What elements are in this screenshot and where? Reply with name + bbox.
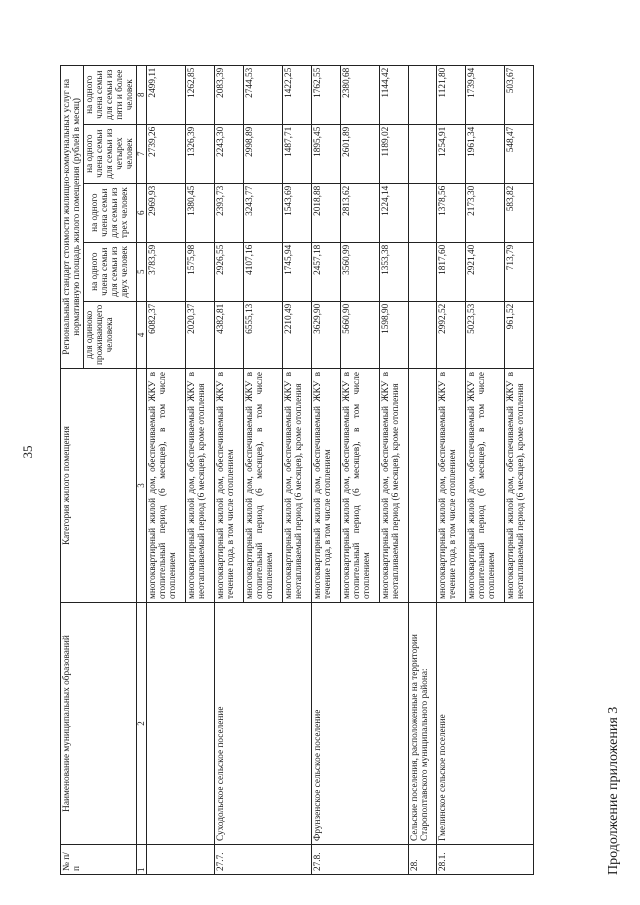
value-single: 6555,13 — [244, 301, 283, 368]
value-family-5: 1121,80 — [437, 65, 466, 124]
value-family-4 — [409, 124, 437, 183]
table-row — [409, 65, 437, 874]
value-family-2: 3560,99 — [341, 242, 380, 301]
value-family-3: 2393,73 — [215, 183, 244, 242]
value-family-5: 1422,25 — [283, 65, 312, 124]
row-name — [505, 603, 534, 845]
value-family-5: 2499,11 — [147, 65, 186, 124]
row-category: многоквартирный жилой дом, обеспечиваемый ЖКУ в течение года, в том числе отоплением — [312, 369, 341, 603]
value-family-4: 2601,89 — [341, 124, 380, 183]
value-family-4: 548,47 — [505, 124, 534, 183]
row-category: многоквартирный жилой дом, обеспечиваемый ЖКУ в отопительный период (6 месяцев), в том числе отоплением — [341, 369, 380, 603]
row-num — [341, 845, 380, 875]
row-category: многоквартирный жилой дом, обеспечиваемый ЖКУ в неотапливаемый период (6 месяцев), кроме отопления — [380, 369, 409, 603]
row-num — [505, 845, 534, 875]
value-family-3: 1224,14 — [380, 183, 409, 242]
row-num — [466, 845, 505, 875]
value-family-5 — [409, 65, 437, 124]
value-family-3: 2813,62 — [341, 183, 380, 242]
row-name: Сельские поселения, расположенные на территории Старополтавского муниципального района: — [409, 603, 437, 845]
header-name: Наименование муниципальных образований — [61, 603, 137, 845]
table-row — [341, 65, 380, 874]
index-row — [137, 65, 147, 874]
header-sub-5: на одного члена семьи для семьи из пяти и более человек — [84, 65, 137, 124]
header-sub-1: для одиноко проживающего человека — [84, 301, 137, 368]
row-name — [283, 603, 312, 845]
row-name: Фрунзенское сельское поселение — [312, 603, 341, 845]
header-group: Региональный стандарт стоимости жилищно-коммунальных услуг на нормативную площадь жилого помещения (рублей в месяц) — [61, 65, 84, 368]
table-row — [312, 65, 341, 874]
header-sub-2: на одного члена семьи для семьи из двух человек — [84, 242, 137, 301]
value-family-4: 1961,34 — [466, 124, 505, 183]
value-family-5: 1262,85 — [186, 65, 215, 124]
index-2: 2 — [137, 603, 147, 845]
value-single: 5023,53 — [466, 301, 505, 368]
value-single: 1598,90 — [380, 301, 409, 368]
header-category: Категория жилого помещения — [61, 369, 137, 603]
row-category: многоквартирный жилой дом, обеспечиваемый ЖКУ в отопительный период (6 месяцев), в том числе отоплением — [147, 369, 186, 603]
row-name — [466, 603, 505, 845]
value-family-5: 1144,42 — [380, 65, 409, 124]
value-family-2: 713,79 — [505, 242, 534, 301]
value-family-4: 1189,02 — [380, 124, 409, 183]
value-family-3: 2969,93 — [147, 183, 186, 242]
value-family-2: 1817,60 — [437, 242, 466, 301]
row-num — [283, 845, 312, 875]
table-row — [380, 65, 409, 874]
header-row — [61, 65, 84, 874]
table-row — [283, 65, 312, 874]
value-family-2: 3783,59 — [147, 242, 186, 301]
value-family-2: 1353,38 — [380, 242, 409, 301]
table-row — [437, 65, 466, 874]
value-family-4: 1895,45 — [312, 124, 341, 183]
value-family-4: 1254,91 — [437, 124, 466, 183]
value-family-5: 503,67 — [505, 65, 534, 124]
value-family-4: 2998,89 — [244, 124, 283, 183]
value-family-2: 2921,40 — [466, 242, 505, 301]
table-row — [466, 65, 505, 874]
header-num: № п/п — [61, 845, 137, 875]
value-family-4: 2739,26 — [147, 124, 186, 183]
row-category: многоквартирный жилой дом, обеспечиваемый ЖКУ в течение года, в том числе отоплением — [437, 369, 466, 603]
row-name — [147, 603, 186, 845]
row-name — [244, 603, 283, 845]
value-single: 2210,49 — [283, 301, 312, 368]
row-category: многоквартирный жилой дом, обеспечиваемый ЖКУ в неотапливаемый период (6 месяцев), кроме отопления — [186, 369, 215, 603]
value-single — [409, 301, 437, 368]
value-family-3: 1378,56 — [437, 183, 466, 242]
value-family-5: 1739,94 — [466, 65, 505, 124]
row-num: 27.8. — [312, 845, 341, 875]
value-family-3: 3243,77 — [244, 183, 283, 242]
value-single: 2020,37 — [186, 301, 215, 368]
row-num: 28. — [409, 845, 437, 875]
tariff-table — [60, 65, 534, 875]
value-family-3: 2018,88 — [312, 183, 341, 242]
value-single: 4382,81 — [215, 301, 244, 368]
value-family-3: 1543,69 — [283, 183, 312, 242]
row-name — [341, 603, 380, 845]
row-num — [380, 845, 409, 875]
row-name: Гмелинское сельское поселение — [437, 603, 466, 845]
value-family-2: 1575,98 — [186, 242, 215, 301]
row-category: многоквартирный жилой дом, обеспечиваемый ЖКУ в отопительный период (6 месяцев), в том числе отоплением — [466, 369, 505, 603]
row-num — [186, 845, 215, 875]
value-family-2: 1745,94 — [283, 242, 312, 301]
row-category: многоквартирный жилой дом, обеспечиваемый ЖКУ в неотапливаемый период (6 месяцев), кроме отопления — [505, 369, 534, 603]
page-number: 35 — [20, 445, 35, 459]
row-name — [186, 603, 215, 845]
value-family-5: 2744,53 — [244, 65, 283, 124]
index-4: 4 — [137, 301, 147, 368]
table-row — [147, 65, 186, 874]
value-family-3: 583,82 — [505, 183, 534, 242]
value-family-4: 1326,39 — [186, 124, 215, 183]
index-6: 6 — [137, 183, 147, 242]
row-num: 27.7. — [215, 845, 244, 875]
value-family-5: 1762,55 — [312, 65, 341, 124]
index-5: 5 — [137, 242, 147, 301]
row-category: многоквартирный жилой дом, обеспечиваемый ЖКУ в течение года, в том числе отоплением — [215, 369, 244, 603]
table-row — [215, 65, 244, 874]
index-7: 7 — [137, 124, 147, 183]
value-single: 961,52 — [505, 301, 534, 368]
value-single: 6082,37 — [147, 301, 186, 368]
value-family-3 — [409, 183, 437, 242]
row-num — [244, 845, 283, 875]
row-num: 28.1. — [437, 845, 466, 875]
index-1: 1 — [137, 845, 147, 875]
row-category: многоквартирный жилой дом, обеспечиваемый ЖКУ в неотапливаемый период (6 месяцев), кроме отопления — [283, 369, 312, 603]
value-family-3: 1380,45 — [186, 183, 215, 242]
table-row — [505, 65, 534, 874]
header-sub-4: на одного члена семьи для семьи из четырех человек — [84, 124, 137, 183]
row-name: Суходольское сельское поселение — [215, 603, 244, 845]
value-family-3: 2173,30 — [466, 183, 505, 242]
value-family-2: 4107,16 — [244, 242, 283, 301]
value-family-4: 1487,71 — [283, 124, 312, 183]
value-family-5: 2380,68 — [341, 65, 380, 124]
value-family-2: 2926,55 — [215, 242, 244, 301]
table-row — [186, 65, 215, 874]
index-3: 3 — [137, 369, 147, 603]
row-num — [147, 845, 186, 875]
header-sub-3: на одного члена семьи для семьи из трех человек — [84, 183, 137, 242]
row-category: многоквартирный жилой дом, обеспечиваемый ЖКУ в отопительный период (6 месяцев), в том числе отоплением — [244, 369, 283, 603]
row-name — [380, 603, 409, 845]
value-single: 2992,52 — [437, 301, 466, 368]
appendix-caption: Продолжение приложения 3 — [606, 706, 621, 875]
value-family-2 — [409, 242, 437, 301]
value-family-2: 2457,18 — [312, 242, 341, 301]
row-category — [409, 369, 437, 603]
index-8: 8 — [137, 65, 147, 124]
table-row — [244, 65, 283, 874]
value-single: 5660,90 — [341, 301, 380, 368]
value-single: 3629,90 — [312, 301, 341, 368]
value-family-5: 2083,39 — [215, 65, 244, 124]
value-family-4: 2243,30 — [215, 124, 244, 183]
